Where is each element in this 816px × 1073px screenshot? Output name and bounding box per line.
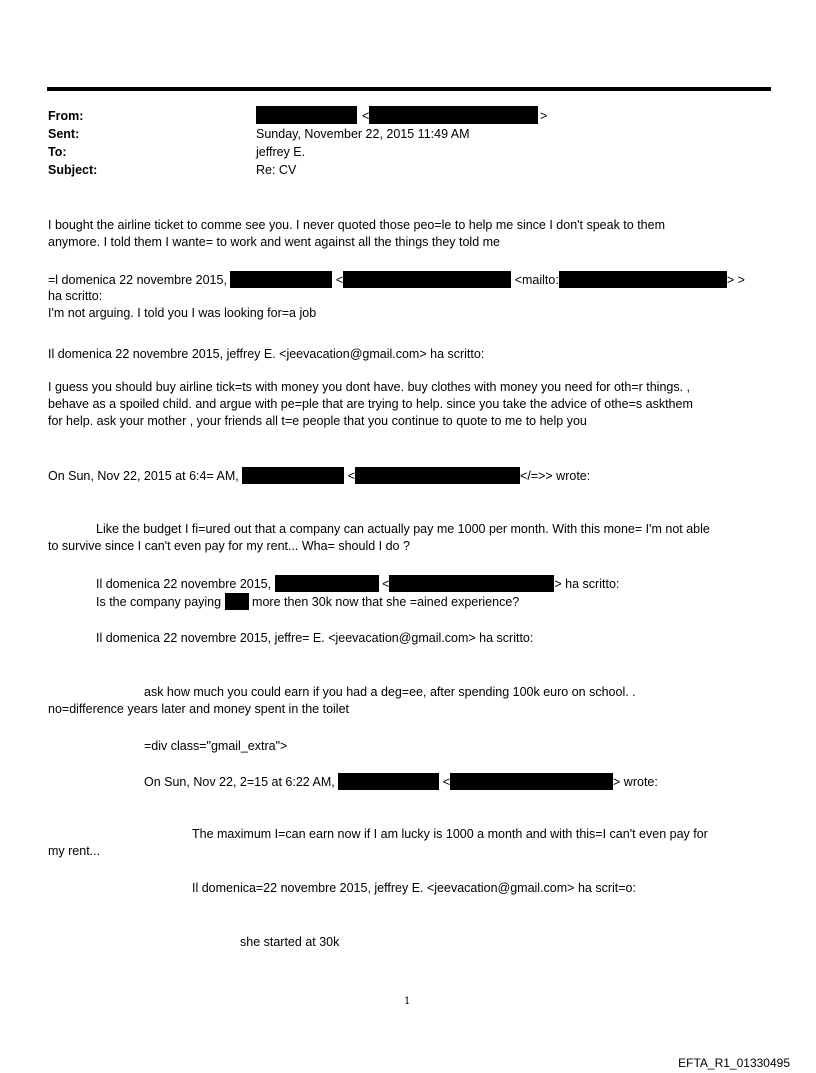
redaction-block xyxy=(225,593,249,610)
body-line: for help. ask your mother , your friends all t=e people that you continue to quote to me to help you xyxy=(48,414,587,428)
to-label: To: xyxy=(48,145,67,159)
body-line xyxy=(96,593,519,611)
body-line: no=difference years later and money spent in the toilet xyxy=(48,702,350,716)
mailto-text: <mailto: xyxy=(514,273,559,287)
quote-header-line: Il domenica 22 novembre 2015, jeffre= E. <jeevacation@gmail.com> ha scritto: xyxy=(96,631,534,645)
body-line: to survive since I can't even pay for my rent... Wha= should I do ? xyxy=(48,539,410,553)
body-line: anymore. I told them I wante= to work and went against all the things they told me xyxy=(48,235,500,249)
quote-header-line xyxy=(48,467,590,485)
body-text: Is the company paying xyxy=(96,595,222,609)
body-line: behave as a spoiled child. and argue with pe=ple that are trying to help. since you take the advice of othe=s askthem xyxy=(48,397,693,411)
angle-open: < xyxy=(442,775,451,789)
quote-header-line xyxy=(48,271,745,289)
body-line: Like the budget I fi=ured out that a company can actually pay me 1000 per month. With this mone= I'm not able xyxy=(96,522,710,536)
from-angle-open: < xyxy=(362,109,370,123)
body-line: I guess you should buy airline tick=ts with money you dont have. buy clothes with money you need for oth=r things. , xyxy=(48,380,691,394)
page-number: 1 xyxy=(404,996,411,1007)
quote-header-text: On Sun, Nov 22, 2015 at 6:4= AM, xyxy=(48,469,239,483)
from-label: From: xyxy=(48,109,84,123)
sent-value: Sunday, November 22, 2015 11:49 AM xyxy=(256,127,470,141)
body-line: ask how much you could earn if you had a deg=ee, after spending 100k euro on school. . xyxy=(144,685,636,699)
body-line: I bought the airline ticket to comme see you. I never quoted those peo=le to help me since I don't speak to them xyxy=(48,218,665,232)
quote-header-text: </=>> wrote: xyxy=(520,469,591,483)
subject-value: Re: CV xyxy=(256,163,297,177)
body-line: my rent... xyxy=(48,844,101,858)
angle-close: > > xyxy=(726,273,745,287)
redaction-block xyxy=(355,467,520,484)
redaction-block xyxy=(389,575,554,592)
body-line: she started at 30k xyxy=(240,935,340,949)
from-angle-close: > xyxy=(540,109,548,123)
redaction-block xyxy=(256,106,357,124)
angle-open: < xyxy=(335,273,344,287)
quote-header-text: =l domenica 22 novembre 2015, xyxy=(48,273,227,287)
quote-header-text: On Sun, Nov 22, 2=15 at 6:22 AM, xyxy=(144,775,335,789)
to-value: jeffrey E. xyxy=(256,145,306,159)
quote-header-line xyxy=(144,773,658,791)
redaction-block xyxy=(338,773,439,790)
redaction-block xyxy=(369,106,538,124)
body-line: ha scritto: xyxy=(48,289,103,303)
body-text: more then 30k now that she =ained experience? xyxy=(252,595,520,609)
quote-header-text: > wrote: xyxy=(613,775,658,789)
redaction-block xyxy=(275,575,379,592)
quote-header-line: Il domenica 22 novembre 2015, jeffrey E. <jeevacation@gmail.com> ha scritto: xyxy=(48,347,485,361)
redaction-block xyxy=(343,271,511,288)
body-line: The maximum I=can earn now if I am lucky is 1000 a month and with this=I can't even pay for xyxy=(192,827,708,841)
sent-label: Sent: xyxy=(48,127,80,141)
quote-header-line: Il domenica=22 novembre 2015, jeffrey E. <jeevacation@gmail.com> ha scrit=o: xyxy=(192,881,636,895)
redaction-block xyxy=(242,467,344,484)
document-id: EFTA_R1_01330495 xyxy=(678,1056,790,1070)
body-line: =div class="gmail_extra"> xyxy=(144,739,288,753)
quote-header-text: Il domenica 22 novembre 2015, xyxy=(96,577,272,591)
body-line: I'm not arguing. I told you I was looking for=a job xyxy=(48,306,317,320)
angle-open: < xyxy=(382,577,390,591)
redaction-block xyxy=(450,773,613,790)
quote-header-text: > ha scritto: xyxy=(554,577,620,591)
header-rule xyxy=(47,87,771,91)
subject-label: Subject: xyxy=(48,163,98,177)
angle-open: < xyxy=(347,469,356,483)
quote-header-line xyxy=(96,575,619,593)
redaction-block xyxy=(559,271,727,288)
redaction-block xyxy=(230,271,332,288)
